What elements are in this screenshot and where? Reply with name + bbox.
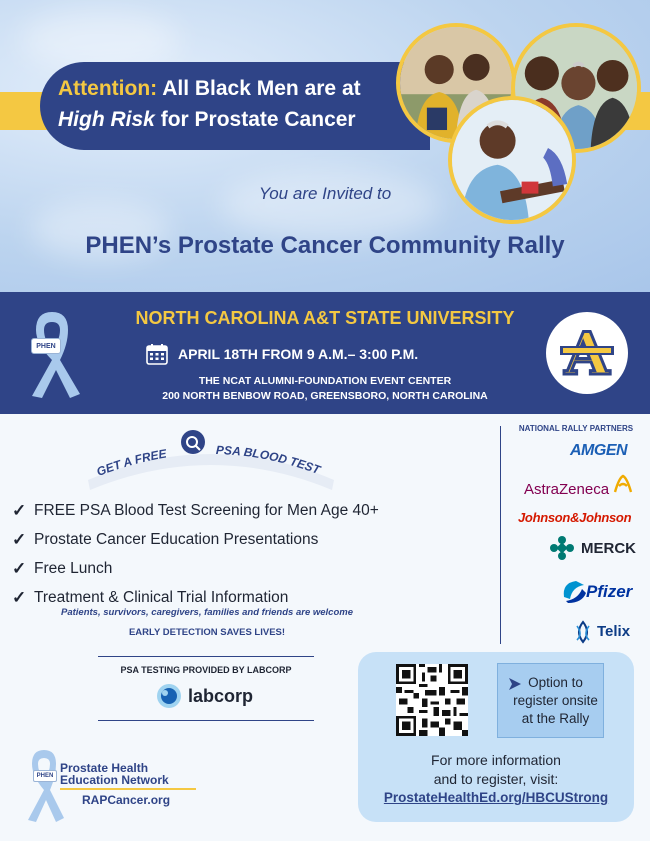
phen-badge: PHEN — [33, 770, 57, 782]
awareness-ribbon-icon — [24, 748, 64, 824]
high-risk-text: High Risk — [58, 108, 155, 131]
venue-name: THE NCAT ALUMNI-FOUNDATION EVENT CENTER — [198, 375, 452, 387]
venue-address: 200 NORTH BENBOW ROAD, GREENSBORO, NORTH CAROLINA — [162, 390, 488, 402]
welcome-text: Patients, survivors, caregivers, families and friends are welcome — [61, 607, 353, 618]
checkmark-icon: ✓ — [12, 558, 27, 578]
labcorp-logo — [156, 683, 253, 709]
event-banner — [0, 292, 650, 414]
background-cloud — [20, 10, 180, 70]
divider — [98, 720, 314, 721]
psa-provider-text: PSA TESTING PROVIDED BY LABCORP — [120, 665, 292, 675]
phen-org-logo — [24, 748, 214, 824]
labcorp-icon — [156, 683, 182, 709]
free-psa-test-heading — [86, 422, 336, 492]
checkmark-icon: ✓ — [12, 529, 27, 549]
list-item: ✓ Prostate Cancer Education Presentations — [12, 529, 319, 549]
partner-merck: MERCK — [581, 540, 636, 557]
blood-test-icon — [181, 430, 205, 454]
attention-text: All Black Men are at — [162, 77, 361, 100]
list-item: ✓ Treatment & Clinical Trial Information — [12, 587, 289, 607]
qr-code[interactable] — [396, 664, 468, 736]
org-name: Prostate Health Education Network — [60, 761, 169, 787]
partner-pfizer: Pfizer — [586, 582, 633, 601]
partners-divider — [500, 426, 501, 644]
more-info-text: For more information and to register, visit: — [431, 752, 561, 787]
calendar-icon — [146, 343, 168, 365]
org-underline — [60, 788, 196, 790]
attention-label: Attention: — [58, 77, 158, 100]
university-name: NORTH CAROLINA A&T STATE UNIVERSITY — [135, 308, 515, 328]
attention-banner — [40, 62, 430, 150]
list-item: ✓ FREE PSA Blood Test Screening for Men Age 40+ — [12, 500, 379, 520]
phen-badge: PHEN — [31, 338, 61, 354]
labcorp-name: labcorp — [188, 685, 254, 706]
arc-text-right: PSA BLOOD TEST — [215, 443, 323, 477]
registration-link[interactable]: ProstateHealthEd.org/HBCUStrong — [383, 790, 609, 805]
partners-title: NATIONAL RALLY PARTNERS — [518, 424, 634, 433]
pfizer-icon — [558, 575, 588, 605]
invited-text: You are Invited to — [258, 184, 392, 203]
divider — [98, 656, 314, 657]
partner-astrazeneca: AstraZeneca — [524, 481, 610, 498]
checkmark-icon: ✓ — [12, 500, 27, 520]
merck-icon — [550, 536, 574, 560]
onsite-registration-text: Option to register onsite at the Rally — [513, 675, 598, 726]
benefits-list — [12, 496, 379, 612]
checkmark-icon: ✓ — [12, 587, 27, 607]
list-item: ✓ Free Lunch — [12, 558, 113, 578]
partner-amgen: AMGEN — [570, 442, 628, 459]
org-website[interactable]: RAPCancer.org — [82, 793, 171, 807]
event-date-row — [146, 343, 418, 365]
arc-text-left: GET A FREE — [94, 446, 168, 479]
partner-telix: Telix — [597, 623, 631, 640]
event-date: APRIL 18TH FROM 9 A.M.– 3:00 P.M. — [178, 346, 419, 362]
astrazeneca-icon — [611, 472, 635, 496]
photo-blood-test — [448, 96, 576, 224]
background-cloud — [220, 170, 440, 240]
rally-title: PHEN’s Prostate Cancer Community Rally — [85, 232, 565, 259]
telix-icon — [571, 620, 595, 644]
partner-johnson-johnson: Johnson&Johnson — [518, 510, 632, 525]
ncat-logo — [546, 312, 628, 394]
risk-text: for Prostate Cancer — [160, 108, 356, 131]
event-venue — [100, 374, 550, 404]
early-detection-text: EARLY DETECTION SAVES LIVES! — [128, 627, 286, 638]
